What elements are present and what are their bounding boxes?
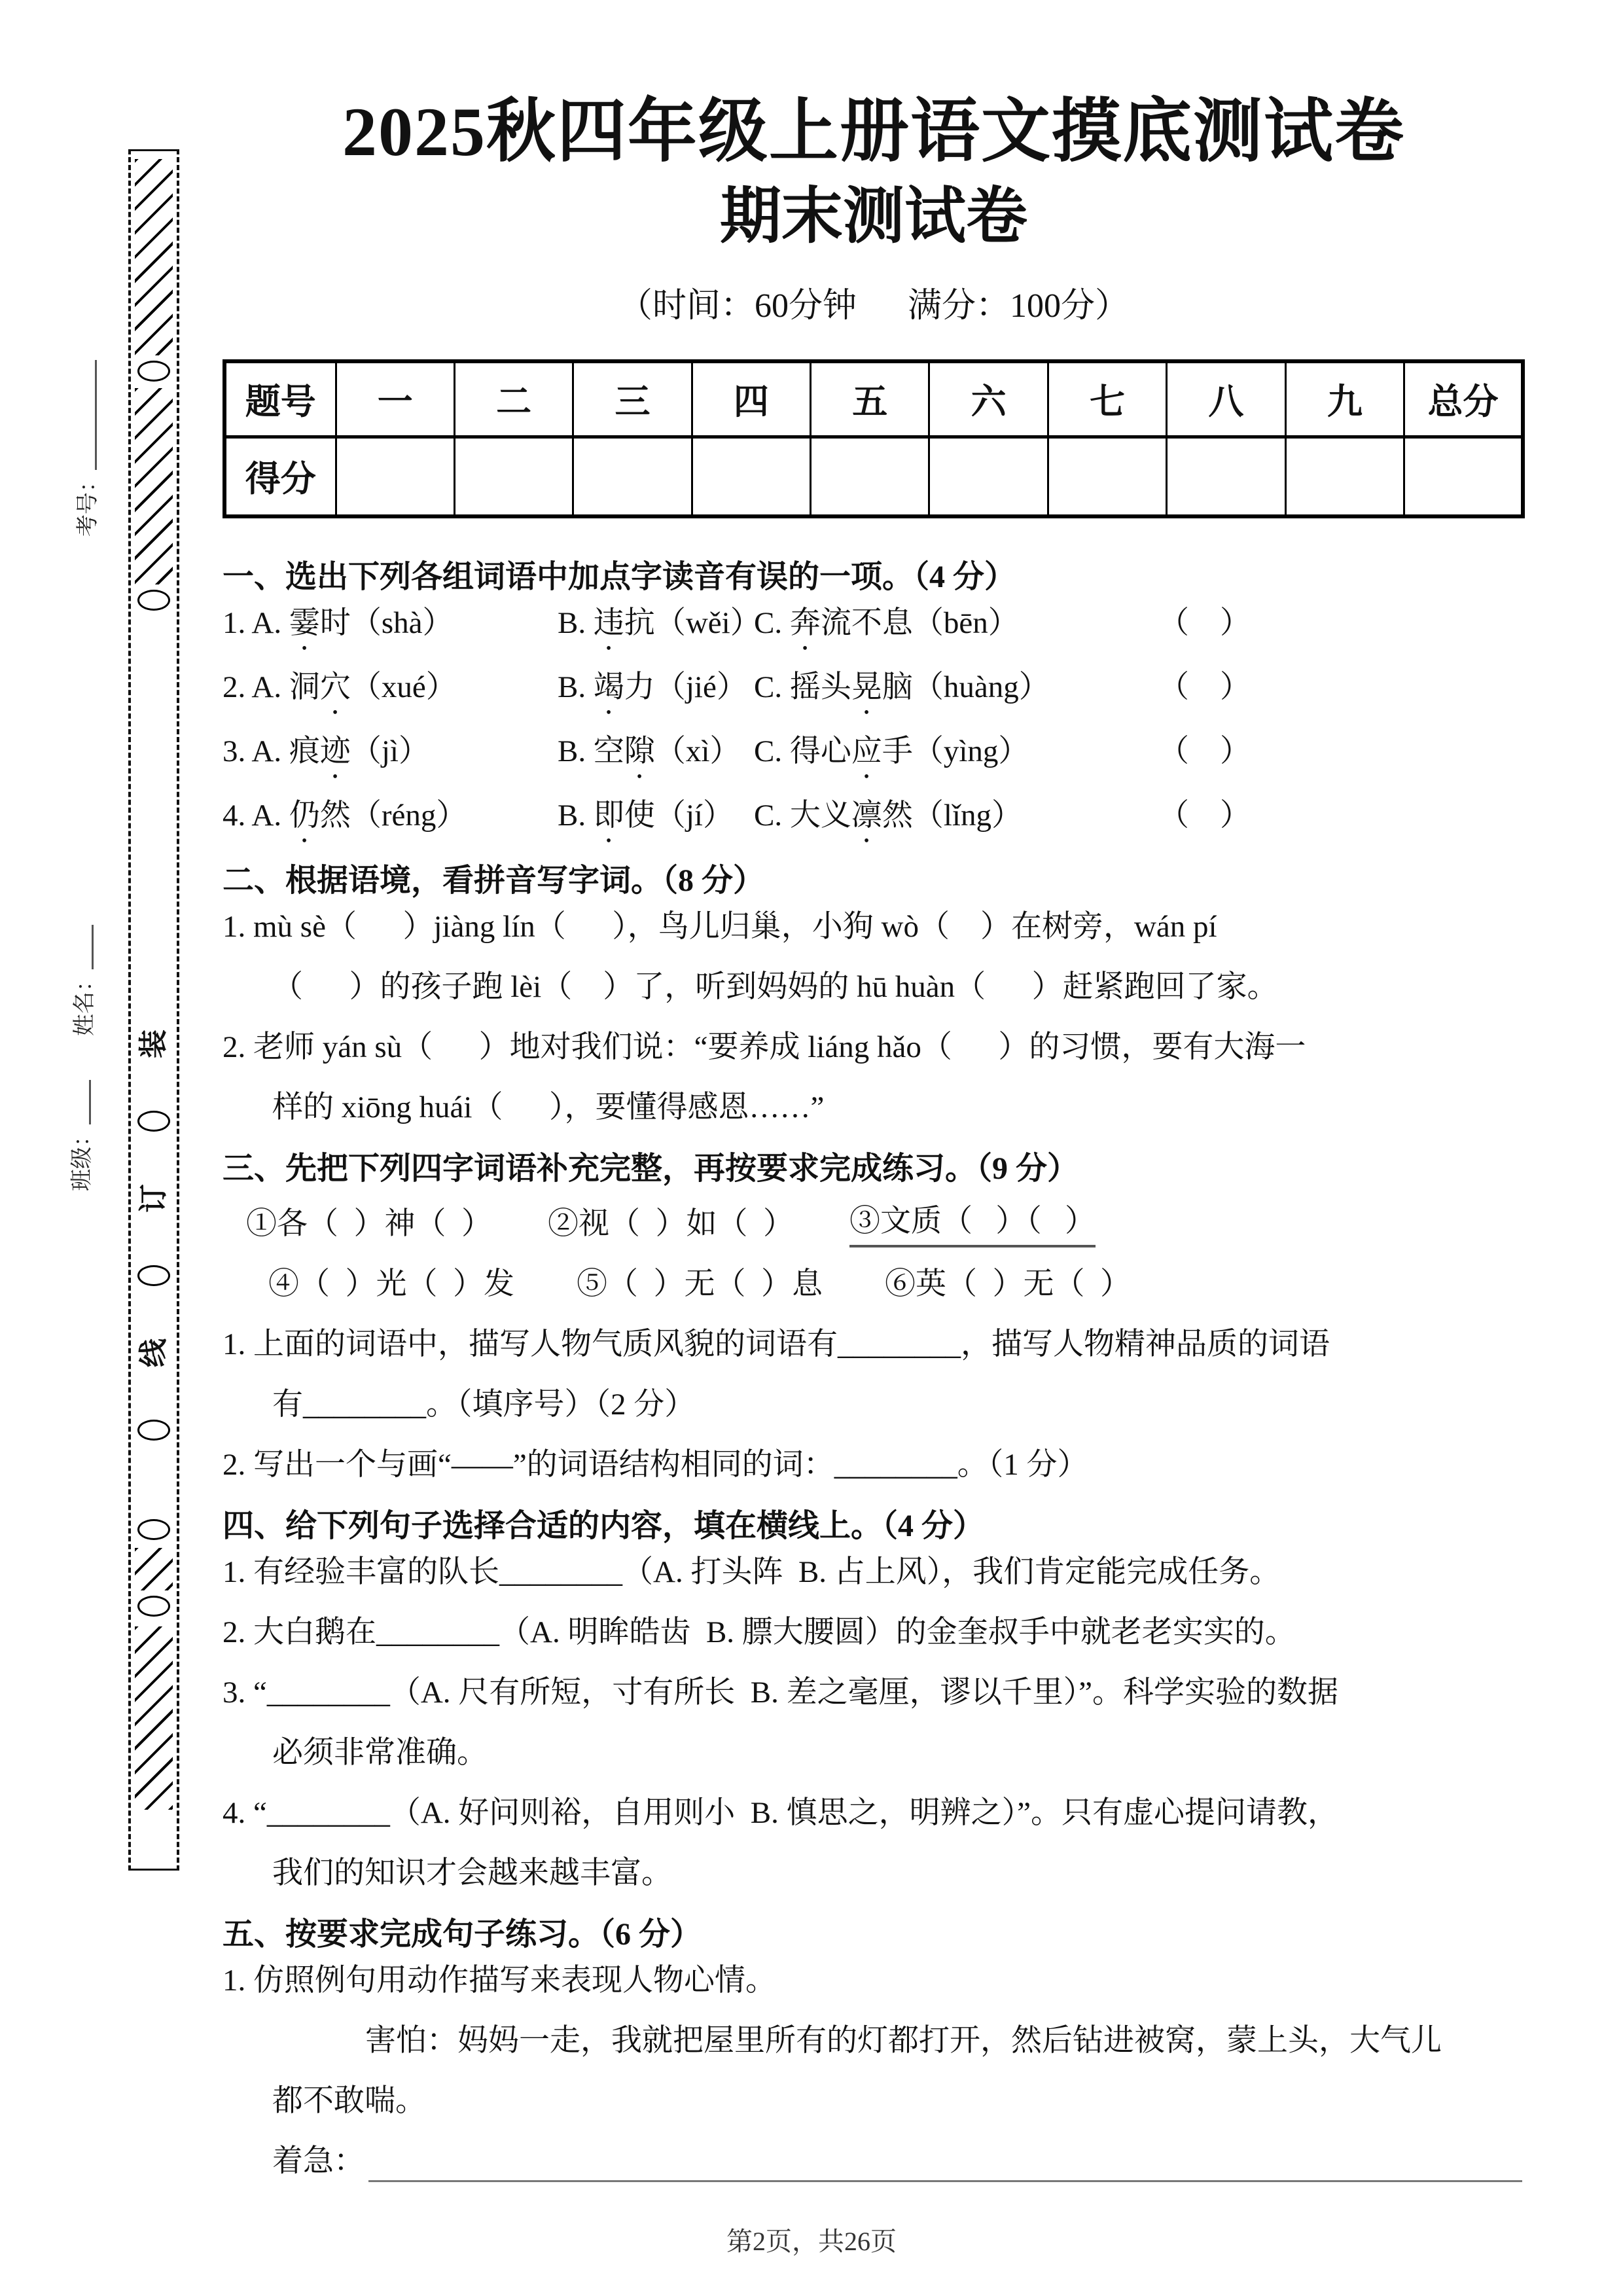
dotted-char: 即 (593, 798, 624, 833)
option-c: C. 得心应手（yìng） (754, 734, 1029, 768)
binding-char-xian: 线 (137, 1338, 169, 1367)
question-row (223, 721, 1525, 785)
exam-number-blank (95, 360, 97, 470)
student-name-label: 姓名： (73, 969, 97, 1036)
dotted-char: 凛 (851, 798, 882, 833)
score-header-cell: 一 (336, 361, 454, 437)
binding-ring (137, 1420, 170, 1441)
question-line: 2. 写出一个与画“——”的词语结构相同的词：________。（1 分） (223, 1447, 1088, 1482)
score-cell (811, 437, 929, 516)
example-line: 都不敢喘。 (272, 2083, 426, 2118)
question-row (223, 593, 1525, 657)
score-cell (1167, 437, 1285, 516)
class-label: 班级： (70, 1124, 94, 1191)
answer-fill-row (223, 2131, 1525, 2191)
fill-label: 着急： (272, 2144, 365, 2178)
dotted-char: 迹 (319, 734, 351, 768)
binding-strip (128, 149, 179, 1871)
hatch-marks (135, 1626, 173, 1810)
binding-ring (137, 1596, 170, 1617)
score-header-cell: 六 (929, 361, 1048, 437)
question-line: 3. “________（A. 尺有所短，寸有所长 B. 差之毫厘，谬以千里）”。科学实验的数据 (223, 1675, 1339, 1710)
paper-content (223, 0, 1525, 2191)
idiom-blank: ①各（ ）神（ ） (246, 1206, 492, 1241)
option-c: C. 大义凛然（lǐng） (754, 798, 1022, 833)
question-row (223, 657, 1525, 721)
score-cell (1285, 437, 1404, 516)
dotted-char: 应 (851, 734, 882, 768)
dotted-char: 晃 (851, 670, 882, 704)
answer-bracket: （ ） (1158, 734, 1251, 768)
question-line: 1. 上面的词语中，描写人物气质风貌的词语有________，描写人物精神品质的词语 (223, 1327, 1330, 1361)
exam-subtitle: 期末测试卷 (719, 183, 1027, 251)
binding-ring (137, 590, 170, 611)
score-row-label: 得分 (224, 437, 336, 516)
binding-ring (137, 1111, 170, 1132)
question-line: 2. 老师 yán sù（ ）地对我们说：“要养成 liáng hǎo（ ）的习惯，要有大海一 (223, 1030, 1306, 1064)
score-header-cell: 七 (1048, 361, 1166, 437)
binding-ring (137, 1519, 170, 1540)
option-a: 1. A. 霎时（shà） (223, 605, 454, 640)
class-blank (89, 1080, 91, 1124)
score-header-cell: 二 (454, 361, 573, 437)
question-line: 有________。（填序号）（2 分） (272, 1387, 696, 1422)
dotted-char: 仍 (289, 798, 320, 833)
hatch-marks (135, 159, 173, 355)
idiom-row (223, 1254, 1525, 1314)
question-line: 1. mù sè（ ）jiàng lín（ ），鸟儿归巢，小狗 wò（ ）在树旁，wán pí (223, 909, 1217, 944)
student-name-blank (92, 925, 94, 969)
question-line: 4. “________（A. 好问则裕，自用则小 B. 慎思之，明辨之）”。只有虚心提问请教， (223, 1795, 1339, 1830)
student-name-field (74, 925, 96, 1036)
score-header-cell: 八 (1167, 361, 1285, 437)
question-line: 我们的知识才会越来越丰富。 (272, 1856, 672, 1890)
section-3-title: 三、先把下列四字词语补充完整，再按要求完成练习。（9 分） (223, 1151, 1079, 1186)
option-b: B. 竭力（jié） (558, 670, 747, 704)
dotted-char: 违 (593, 605, 624, 640)
dotted-char: 穴 (319, 670, 351, 704)
question-line: 2. 大白鹅在________（A. 明眸皓齿 B. 膘大腰圆）的金奎叔手中就老老实实的。 (223, 1615, 1296, 1649)
score-cell (336, 437, 454, 516)
page-title: 2025秋四年级上册语文摸底测试卷 (342, 94, 1405, 170)
option-a: 4. A. 仍然（réng） (223, 798, 467, 833)
binding-ring (137, 1265, 170, 1286)
score-cell (1048, 437, 1166, 516)
dotted-char: 隙 (624, 734, 655, 768)
idiom-blank-underlined: ③文质（ ）（ ） (849, 1200, 1096, 1247)
idiom-blank: ⑥英（ ）无（ ） (885, 1266, 1131, 1301)
option-c: C. 摇头晃脑（huàng） (754, 670, 1050, 704)
score-cell (1404, 437, 1523, 516)
score-header-cell: 总分 (1404, 361, 1523, 437)
answer-bracket: （ ） (1158, 670, 1251, 704)
question-line: （ ）的孩子跑 lèi（ ）了，听到妈妈的 hū huàn（ ）赶紧跑回了家。 (272, 969, 1278, 1004)
page-footer: 第2页，共26页 (726, 2227, 897, 2256)
hatch-marks (135, 1548, 173, 1590)
idiom-blank: ⑤（ ）无（ ）息 (577, 1266, 823, 1301)
score-header-cell: 五 (811, 361, 929, 437)
question-line: 必须非常准确。 (272, 1735, 488, 1770)
class-field (71, 1080, 94, 1191)
answer-blank-line (368, 2131, 1522, 2182)
exam-number-label: 考号： (76, 470, 100, 537)
section-4-title: 四、给下列句子选择合适的内容，填在横线上。（4 分） (223, 1508, 985, 1543)
option-b: B. 空隙（xì） (558, 734, 741, 768)
option-a: 3. A. 痕迹（jì） (223, 734, 429, 768)
score-header-cell: 九 (1285, 361, 1404, 437)
option-c: C. 奔流不息（bēn） (754, 605, 1019, 640)
score-header-cell: 题号 (224, 361, 336, 437)
section-5-title: 五、按要求完成句子练习。（6 分） (223, 1916, 702, 1952)
question-line: 1. 仿照例句用动作描写来表现人物心情。 (223, 1963, 776, 1998)
binding-char-zhuang: 装 (137, 1030, 169, 1058)
exam-info: （时间：60分钟 满分：100分） (618, 287, 1129, 325)
section-1-title: 一、选出下列各组词语中加点字读音有误的一项。（4 分） (223, 559, 1016, 594)
dotted-char: 奔 (789, 605, 821, 640)
binding-char-ding: 订 (137, 1184, 169, 1213)
dotted-char: 竭 (593, 670, 624, 704)
example-line: 害怕：妈妈一走，我就把屋里所有的灯都打开，然后钻进被窝，蒙上头，大气儿 (365, 2023, 1442, 2058)
question-line: 1. 有经验丰富的队长________（A. 打头阵 B. 占上风），我们肯定能完成任务。 (223, 1554, 1281, 1589)
hatch-marks (135, 388, 173, 584)
score-cell (573, 437, 692, 516)
answer-bracket: （ ） (1158, 605, 1251, 640)
score-cell (454, 437, 573, 516)
binding-ring (137, 361, 170, 382)
idiom-row (223, 1194, 1525, 1254)
score-header-cell: 三 (573, 361, 692, 437)
score-table (223, 359, 1525, 518)
answer-bracket: （ ） (1158, 798, 1251, 833)
section-2-title: 二、根据语境，看拼音写字词。（8 分） (223, 863, 765, 898)
option-b: B. 违抗（wěi） (558, 605, 761, 640)
score-cell (692, 437, 810, 516)
score-table-score-row (224, 437, 1523, 516)
question-line: 样的 xiōng huái（ ），要懂得感恩……” (272, 1090, 825, 1124)
option-a: 2. A. 洞穴（xué） (223, 670, 457, 704)
score-cell (929, 437, 1048, 516)
idiom-blank: ②视（ ）如（ ） (548, 1206, 794, 1241)
idiom-blank: ④（ ）光（ ）发 (268, 1266, 514, 1301)
score-header-cell: 四 (692, 361, 810, 437)
score-table-header-row (224, 361, 1523, 437)
exam-number-field (77, 360, 99, 537)
question-row (223, 785, 1525, 850)
option-b: B. 即使（jí） (558, 798, 734, 833)
dotted-char: 霎 (289, 605, 320, 640)
